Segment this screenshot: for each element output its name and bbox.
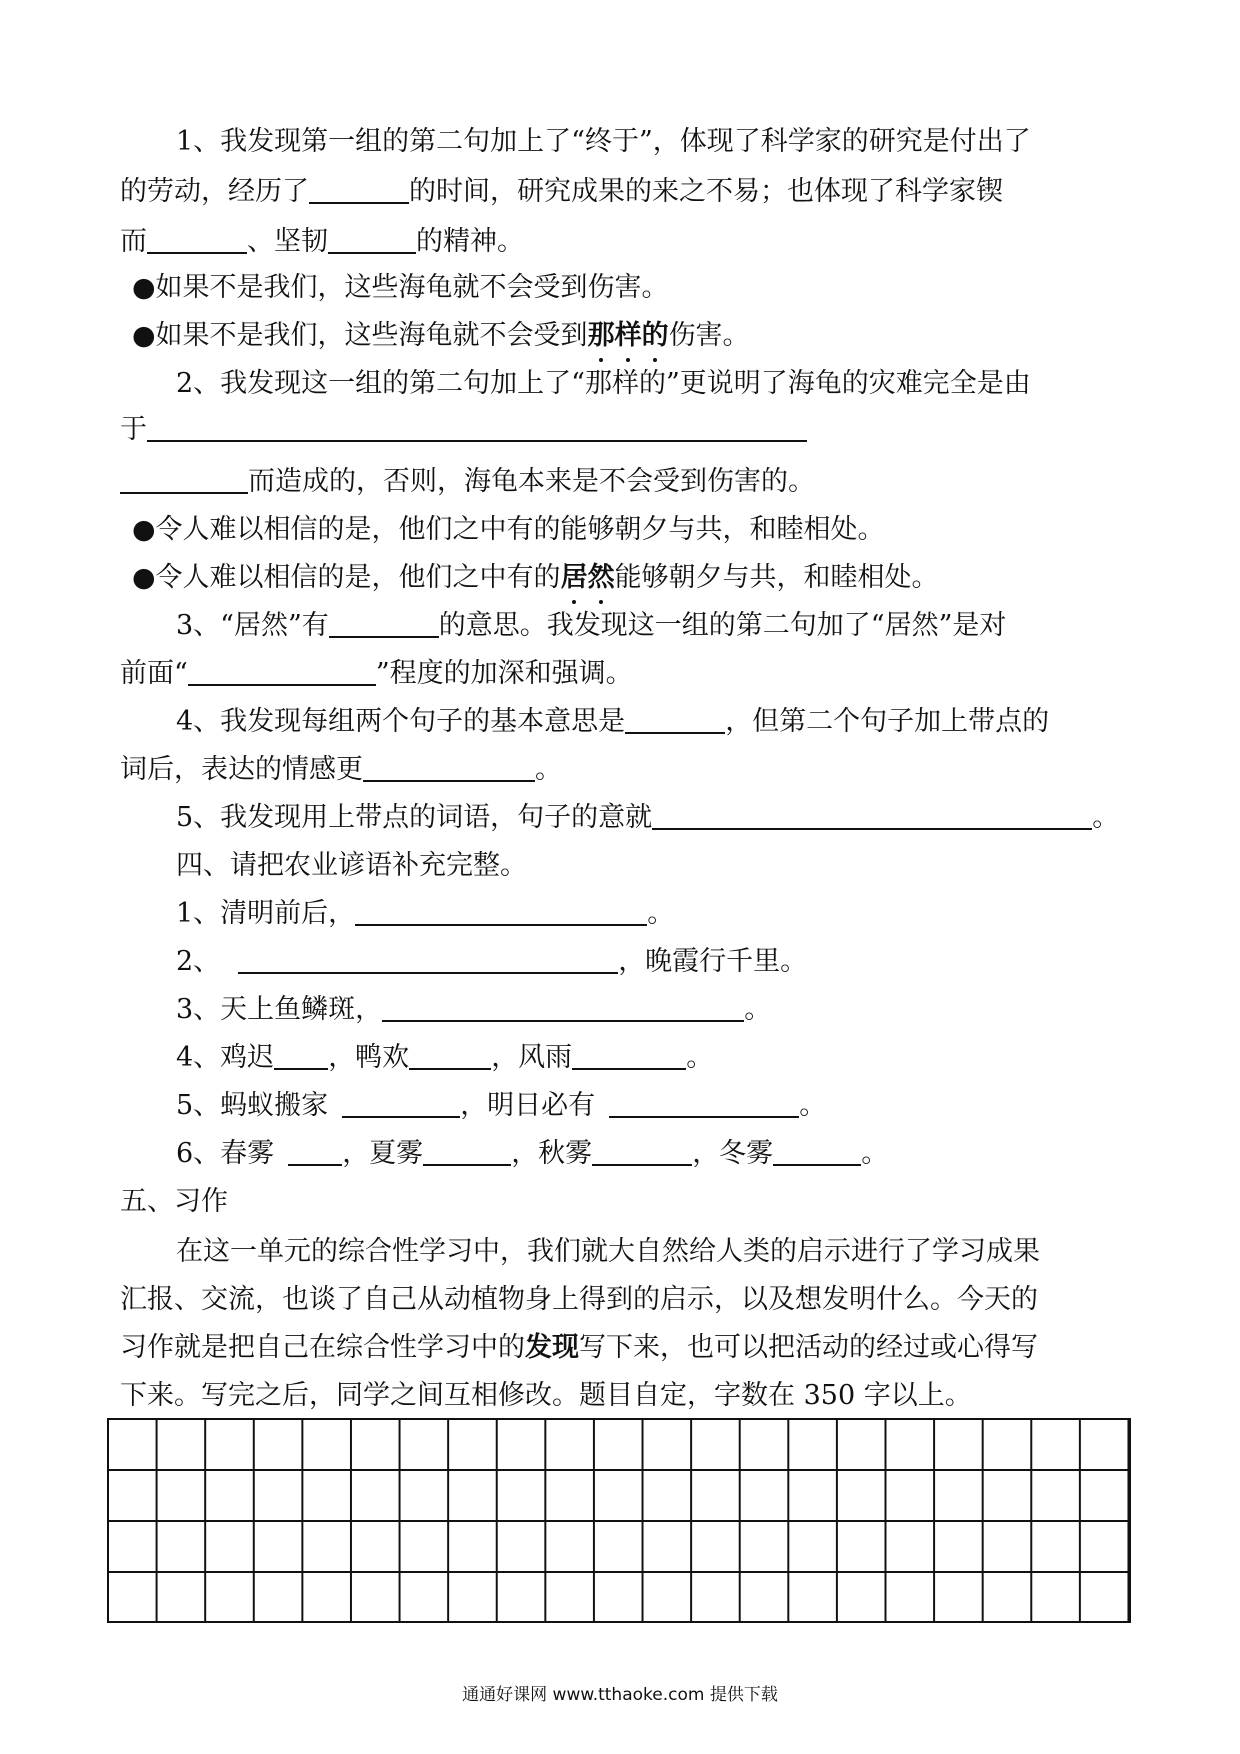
answer-blank[interactable] <box>773 1134 861 1166</box>
proverb-text: 6、春雾 <box>176 1138 275 1169</box>
dotted-char: 那 <box>588 316 615 356</box>
answer-blank[interactable] <box>409 1038 491 1070</box>
q2-text: 而造成的，否则，海龟本来是不会受到伤害的。 <box>248 466 815 497</box>
answer-blank[interactable] <box>274 1038 328 1070</box>
q3-line-2 <box>120 654 633 694</box>
answer-blank[interactable] <box>652 798 1092 830</box>
proverb-6 <box>176 1134 888 1174</box>
q3-text: 的意思。我发现这一组的第二句加了“居然”是对 <box>438 610 1007 641</box>
q1-text: 而 <box>120 226 147 257</box>
q4-text: 4、我发现每组两个句子的基本意思是 <box>176 706 626 737</box>
proverb-4 <box>176 1038 713 1078</box>
proverb-text: 4、鸡迟 <box>176 1042 275 1073</box>
q1-line-2 <box>120 172 1003 212</box>
answer-blank[interactable] <box>625 702 725 734</box>
page-footer: 通通好课网 www.tthaoke.com 提供下载 <box>462 1685 778 1705</box>
q1-text: 1、我发现第一组的第二句加上了“终于”，体现了科学家的研究是付出了 <box>176 126 1031 157</box>
answer-blank[interactable] <box>147 222 247 254</box>
proverb-1 <box>176 894 674 934</box>
essay-instruction-line: 在这一单元的综合性学习中，我们就大自然给人类的启示进行了学习成果 <box>176 1236 1040 1267</box>
proverb-text: 5、蚂蚁搬家 <box>176 1090 329 1121</box>
proverb-text: 2、 <box>176 946 221 977</box>
answer-blank[interactable] <box>309 172 409 204</box>
answer-blank[interactable] <box>120 462 248 494</box>
answer-blank[interactable] <box>188 654 376 686</box>
answer-blank[interactable] <box>592 1134 692 1166</box>
proverb-text: ，夏雾 <box>342 1138 424 1169</box>
q4-line-1 <box>176 702 1049 742</box>
answer-blank[interactable] <box>238 942 618 974</box>
answer-blank[interactable] <box>355 894 647 926</box>
q5-text: 5、我发现用上带点的词语，句子的意就 <box>176 802 653 833</box>
proverb-text: 1、清明前后， <box>176 898 356 929</box>
q3-line-1 <box>176 606 1006 646</box>
example-sentence: ●如果不是我们，这些海龟就不会受到伤害。 <box>132 272 669 303</box>
q4-text: ，但第二个句子加上带点的 <box>725 706 1050 737</box>
example-sentence-emphasis <box>132 558 939 598</box>
q4-line-2 <box>120 750 562 790</box>
proverb-text: 。 <box>647 898 675 929</box>
sentence-text: 能够朝夕与共，和睦相处。 <box>614 562 939 593</box>
q1-line-1 <box>176 122 1031 162</box>
sentence-text: 伤害。 <box>668 320 750 351</box>
essay-text: 习作就是把自己在综合性学习中的 <box>120 1332 525 1363</box>
section5-title: 五、习作 <box>120 1186 228 1217</box>
example-sentence: ●令人难以相信的是，他们之中有的能够朝夕与共，和睦相处。 <box>132 514 885 545</box>
proverb-text: 3、天上鱼鳞斑， <box>176 994 383 1025</box>
q1-line-3 <box>120 222 524 262</box>
q2-line-2 <box>120 410 807 450</box>
proverb-text: ，明日必有 <box>460 1090 596 1121</box>
proverb-3 <box>176 990 771 1030</box>
proverb-5 <box>176 1086 826 1126</box>
answer-blank[interactable] <box>363 750 535 782</box>
proverb-text: 。 <box>799 1090 827 1121</box>
dotted-char: 居 <box>561 558 588 598</box>
q1-text: 、坚韧 <box>247 226 328 257</box>
answer-blank[interactable] <box>572 1038 686 1070</box>
example-sentence-emphasis <box>132 316 750 356</box>
essay-instruction-line: 汇报、交流，也谈了自己从动植物身上得到的启示，以及想发明什么。今天的 <box>120 1284 1038 1315</box>
answer-blank[interactable] <box>382 990 744 1022</box>
q3-text: 前面“ <box>120 658 188 689</box>
q2-line-1: 2、我发现这一组的第二句加上了“那样的”更说明了海龟的灾难完全是由 <box>176 368 1031 399</box>
q2-line-3 <box>120 462 815 502</box>
proverb-text: ，风雨 <box>491 1042 573 1073</box>
dotted-char: 然 <box>588 558 615 598</box>
proverb-text: ，晚霞行千里。 <box>618 946 808 977</box>
essay-instruction-line: 下来。写完之后，同学之间互相修改。题目自定，字数在 350 字以上。 <box>120 1380 972 1411</box>
dotted-char: 的 <box>642 316 669 356</box>
answer-blank[interactable] <box>342 1086 460 1118</box>
proverb-text: ，秋雾 <box>511 1138 593 1169</box>
dotted-char: 样 <box>615 316 642 356</box>
q4-text: 词后，表达的情感更 <box>120 754 363 785</box>
proverb-text: 。 <box>861 1138 889 1169</box>
proverb-text: 。 <box>686 1042 714 1073</box>
q3-text: 3、“居然”有 <box>176 610 329 641</box>
q2-text: 于 <box>120 414 147 445</box>
essay-emphasis: 发现 <box>525 1332 579 1363</box>
answer-blank[interactable] <box>329 606 439 638</box>
q1-text: 的时间，研究成果的来之不易；也体现了科学家锲 <box>409 176 1003 207</box>
proverb-text: 。 <box>744 994 772 1025</box>
answer-blank[interactable] <box>147 410 807 442</box>
q1-text: 的精神。 <box>416 226 524 257</box>
proverb-text: ，鸭欢 <box>328 1042 410 1073</box>
essay-instruction-line <box>120 1328 1038 1368</box>
answer-blank[interactable] <box>328 222 416 254</box>
sentence-text: ●如果不是我们，这些海龟就不会受到 <box>132 320 588 351</box>
q3-text: ”程度的加深和强调。 <box>375 658 633 689</box>
q1-text: 的劳动，经历了 <box>120 176 309 207</box>
proverb-2 <box>176 942 807 982</box>
section4-title: 四、请把农业谚语补充完整。 <box>176 850 527 881</box>
essay-text: 写下来，也可以把活动的经过或心得写 <box>579 1332 1038 1363</box>
q5-line <box>176 798 1119 838</box>
answer-blank[interactable] <box>423 1134 511 1166</box>
proverb-text: ，冬雾 <box>692 1138 774 1169</box>
writing-grid[interactable] <box>107 1418 1131 1623</box>
q4-text: 。 <box>535 754 562 785</box>
q5-text: 。 <box>1092 802 1120 833</box>
sentence-text: ●令人难以相信的是，他们之中有的 <box>132 562 561 593</box>
answer-blank[interactable] <box>288 1134 342 1166</box>
answer-blank[interactable] <box>609 1086 799 1118</box>
